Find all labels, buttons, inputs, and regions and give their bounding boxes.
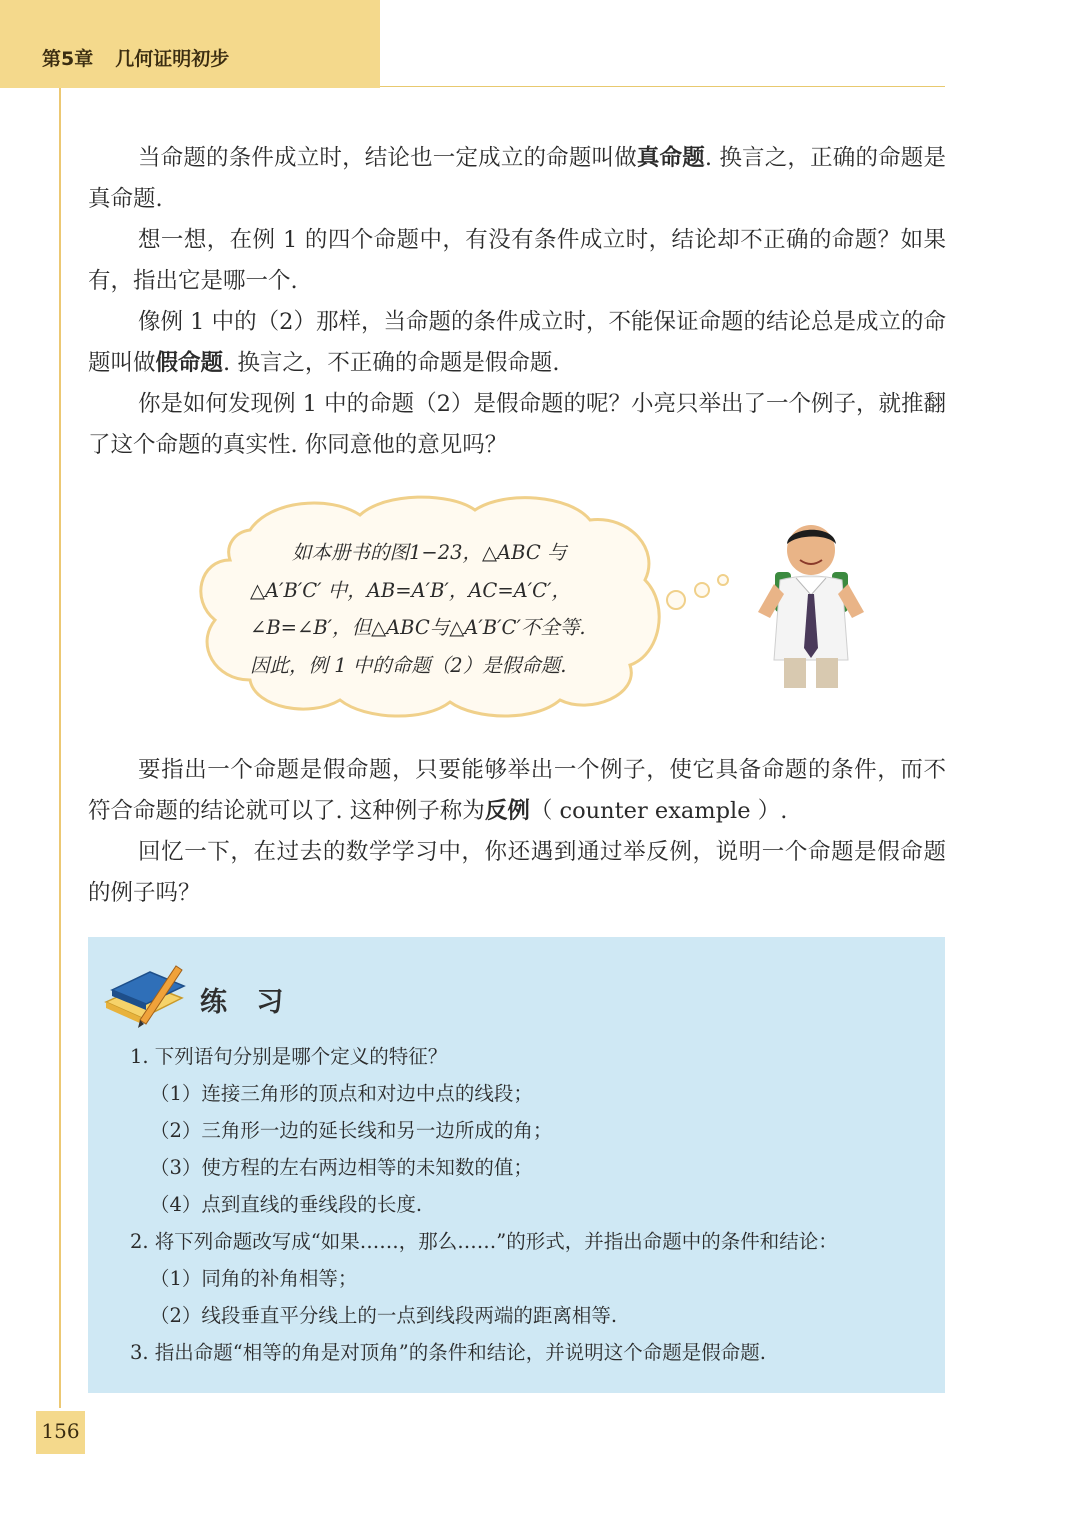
paragraph-text: 当命题的条件成立时，结论也一定成立的命题叫做 bbox=[138, 145, 637, 171]
exercise-subitem: （2）三角形一边的延长线和另一边所成的角； bbox=[150, 1119, 553, 1142]
paragraph-counter-example bbox=[88, 750, 946, 832]
exercise-title: 练 习 bbox=[200, 987, 294, 1018]
paragraph-text: 像例 1 中的（2）那样，当命题的条件成立时，不能保证命题的结论总是成立的命题叫做 bbox=[88, 309, 946, 376]
chapter-number: 第5章 bbox=[42, 48, 94, 70]
paragraph-text: （ counter example ）. bbox=[529, 798, 788, 824]
chapter-title: 几何证明初步 bbox=[115, 48, 230, 70]
exercise-question-3: 3. 指出命题“相等的角是对顶角”的条件和结论，并说明这个命题是假命题. bbox=[130, 1341, 766, 1364]
paragraph-true-proposition bbox=[88, 138, 946, 220]
cloud-line: ∠B=∠B′，但△ABC与△A′B′C′不全等. bbox=[250, 616, 586, 639]
cloud-line: 如本册书的图1−23，△ABC 与 bbox=[292, 541, 567, 564]
paragraph-text: . 换言之，不正确的命题是假命题. bbox=[223, 350, 560, 376]
term-false-proposition: 假命题 bbox=[155, 350, 224, 376]
boy-illustration bbox=[740, 520, 880, 700]
exercise-list bbox=[130, 1038, 930, 1371]
exercise-subitem: （1）连接三角形的顶点和对边中点的线段； bbox=[150, 1082, 533, 1105]
paragraph-text: . 换言之，正确的命题是真命题. bbox=[88, 145, 946, 212]
exercise-question-1: 1. 下列语句分别是哪个定义的特征？ bbox=[130, 1045, 448, 1068]
after-text bbox=[88, 750, 946, 914]
thought-cloud-text bbox=[250, 534, 630, 684]
paragraph-question: 你是如何发现例 1 中的命题（2）是假命题的呢？小亮只举出了一个例子，就推翻了这个命题的真实性. 你同意他的意见吗？ bbox=[88, 391, 946, 458]
cloud-line: △A′B′C′ 中，AB=A′B′，AC=A′C′， bbox=[250, 578, 572, 602]
exercise-question-2: 2. 将下列命题改写成“如果……，那么……”的形式，并指出命题中的条件和结论： bbox=[130, 1230, 838, 1253]
cloud-line: 因此，例 1 中的命题（2）是假命题. bbox=[250, 653, 567, 677]
exercise-subitem: （2）线段垂直平分线上的一点到线段两端的距离相等. bbox=[150, 1304, 618, 1327]
paragraph-false-proposition bbox=[88, 302, 946, 384]
left-margin-rule bbox=[59, 88, 61, 1408]
exercise-subitem: （3）使方程的左右两边相等的未知数的值； bbox=[150, 1156, 533, 1179]
page-number: 156 bbox=[41, 1419, 80, 1443]
intro-text bbox=[88, 138, 946, 466]
paragraph-text: 要指出一个命题是假命题，只要能够举出一个例子，使它具备命题的条件，而不符合命题的结论就可以了. 这种例子称为 bbox=[88, 757, 946, 824]
paragraph-think: 想一想，在例 1 的四个命题中，有没有条件成立时，结论却不正确的命题？如果有，指出它是哪一个. bbox=[88, 227, 946, 294]
term-counter-example: 反例 bbox=[484, 798, 530, 824]
header-rule bbox=[380, 86, 945, 87]
term-true-proposition: 真命题 bbox=[636, 145, 705, 171]
exercise-subitem: （1）同角的补角相等； bbox=[150, 1267, 358, 1290]
paragraph-recall: 回忆一下，在过去的数学学习中，你还遇到通过举反例，说明一个命题是假命题的例子吗？ bbox=[88, 839, 946, 906]
thought-bubbles bbox=[660, 568, 740, 618]
exercise-subitem: （4）点到直线的垂线段的长度. bbox=[150, 1193, 423, 1216]
books-pencil-icon bbox=[100, 958, 190, 1030]
chapter-header-title bbox=[42, 44, 229, 71]
